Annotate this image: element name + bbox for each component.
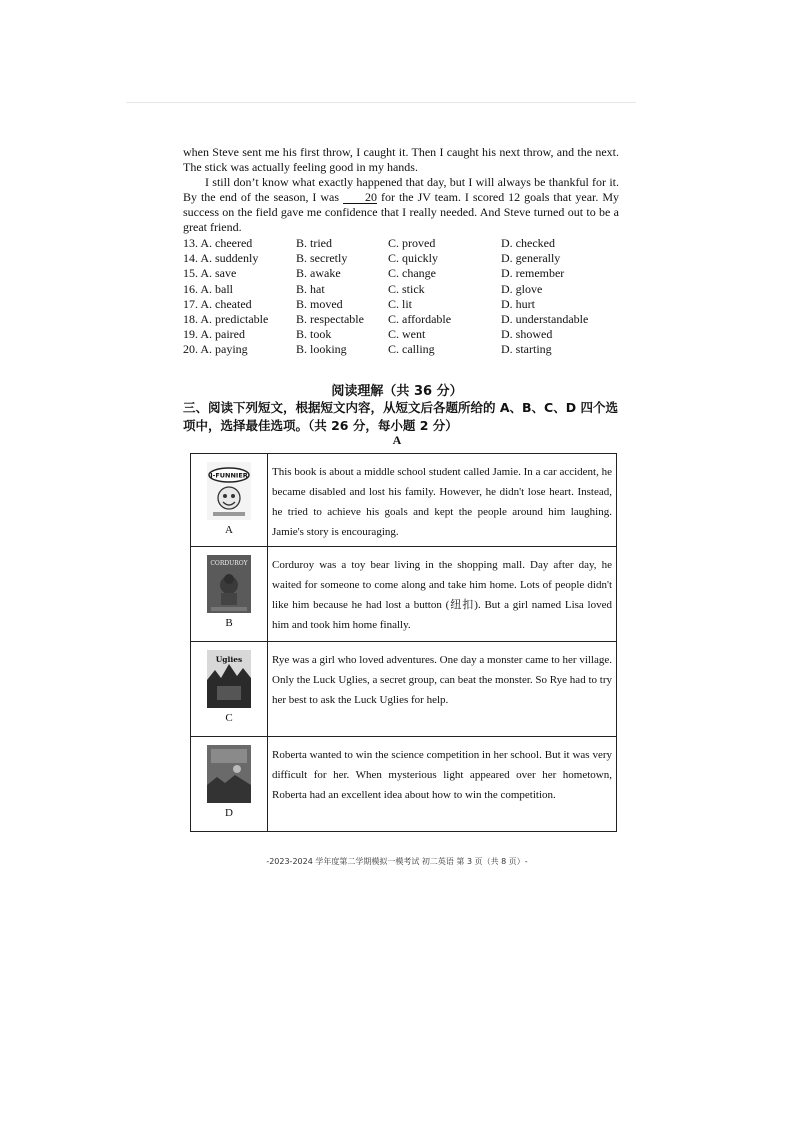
- question-row: [183, 327, 619, 342]
- option-d: D. hurt: [501, 296, 535, 311]
- option-c: C. affordable: [388, 311, 452, 326]
- page-footer: -2023-2024 学年度第二学期模拟一模考试 初二英语 第 3 页（共 8 页）-: [266, 857, 528, 866]
- book-cover-cell: [191, 454, 268, 547]
- option-b: B. moved: [296, 296, 343, 311]
- question-row: [183, 342, 619, 357]
- option-d: D. understandable: [501, 311, 589, 326]
- option-d: D. checked: [501, 236, 555, 250]
- option-a: 19. A. paired: [183, 327, 245, 342]
- option-a: 13. A. cheered: [183, 236, 253, 250]
- option-c: C. quickly: [388, 251, 438, 266]
- book-cover-cell: [191, 547, 268, 642]
- question-row: [183, 312, 619, 327]
- book-description: Rye was a girl who loved adventures. One day a monster came to her village. Only the Luck Uglies, a secret group, can beat the monster. So Rye had to try her best to ask the Luck Uglies for help.: [268, 642, 617, 737]
- option-c: C. change: [388, 266, 436, 281]
- option-d: D. starting: [501, 342, 552, 357]
- cover-title-text: Uglies: [215, 655, 243, 664]
- option-b: B. secretly: [296, 251, 348, 266]
- option-c: C. lit: [388, 296, 413, 311]
- passage-paragraph-1: when Steve sent me his first throw, I caught it. Then I caught his next throw, and the next. The stick was actually feeling good in my hands.: [183, 145, 619, 174]
- top-divider: [126, 102, 636, 103]
- paragraph-2-after: for the JV team. I scored 12 goals that year. My success on the field gave me confidence that I really needed. And Steve turned out to be a great friend.: [183, 190, 620, 234]
- option-b: B. took: [296, 327, 332, 342]
- section-instruction: 三、阅读下列短文，根据短文内容，从短文后各题所给的 A、B、C、D 四个选项中，选择最佳选项。（共 26 分，每小题 2 分）: [183, 400, 618, 433]
- option-a: 16. A. ball: [183, 281, 233, 296]
- book-row: [191, 737, 617, 832]
- answer-options: [183, 236, 619, 358]
- option-c: C. proved: [388, 236, 436, 250]
- option-c: C. went: [388, 327, 426, 342]
- option-c: C. stick: [388, 281, 425, 296]
- blank-20: 20: [343, 191, 377, 204]
- book-row: [191, 547, 617, 642]
- book-cover-image: [207, 745, 251, 803]
- book-description: This book is about a middle school student called Jamie. In a car accident, he became disabled and lost his family. However, he didn't lose heart. Instead, he tried to achieve his goals and kept the people around him laughing. Jamie's story is encouraging.: [268, 454, 617, 547]
- question-row: [183, 266, 619, 281]
- book-description: Roberta wanted to win the science competition in her school. But it was very difficult for her. When mysterious light appeared over her hometown, Roberta had an excellent idea about how to win the competition.: [268, 737, 617, 832]
- section-title: 阅读理解（共 36 分）: [331, 384, 463, 399]
- paragraph-2-before: I still don’t know what exactly happened that day, but I will always be thankful for it. By the end of the season, I was: [183, 175, 619, 204]
- book-label: C: [225, 712, 233, 724]
- cover-title-text: I-FUNNIER: [210, 471, 248, 480]
- passage-letter: A: [392, 433, 402, 447]
- book-cover-image: [207, 650, 251, 708]
- option-b: B. looking: [296, 342, 347, 357]
- option-c: C. calling: [388, 342, 435, 357]
- option-b: B. respectable: [296, 311, 364, 326]
- book-table: [190, 453, 617, 832]
- question-row: [183, 297, 619, 312]
- cloze-passage: [183, 145, 619, 235]
- book-description: Corduroy was a toy bear living in the shopping mall. Day after day, he waited for someone to come along and take him home. Lots of people didn't like him because he had lost a button (纽扣). But a girl named Lisa loved him and took him home finally.: [268, 547, 617, 642]
- option-a: 17. A. cheated: [183, 296, 252, 311]
- question-row: [183, 251, 619, 266]
- option-d: D. generally: [501, 251, 561, 266]
- option-d: D. remember: [501, 266, 565, 281]
- option-b: B. hat: [296, 281, 325, 296]
- option-d: D. glove: [501, 281, 543, 296]
- book-label: B: [225, 617, 233, 629]
- option-b: B. awake: [296, 266, 341, 281]
- option-d: D. showed: [501, 327, 553, 342]
- book-label: D: [225, 807, 233, 819]
- passage-paragraph-2: [183, 175, 619, 235]
- question-row: [183, 282, 619, 297]
- option-a: 20. A. paying: [183, 342, 248, 357]
- book-row: [191, 454, 617, 547]
- option-a: 14. A. suddenly: [183, 251, 259, 266]
- book-row: [191, 642, 617, 737]
- book-cover-cell: [191, 737, 268, 832]
- option-a: 15. A. save: [183, 266, 237, 281]
- book-label: A: [225, 524, 233, 536]
- book-cover-image: [207, 462, 251, 520]
- option-a: 18. A. predictable: [183, 311, 269, 326]
- question-row: [183, 236, 619, 251]
- book-cover-image: [207, 555, 251, 613]
- book-cover-cell: [191, 642, 268, 737]
- cover-title-text: CORDUROY: [210, 560, 248, 567]
- option-b: B. tried: [296, 236, 332, 250]
